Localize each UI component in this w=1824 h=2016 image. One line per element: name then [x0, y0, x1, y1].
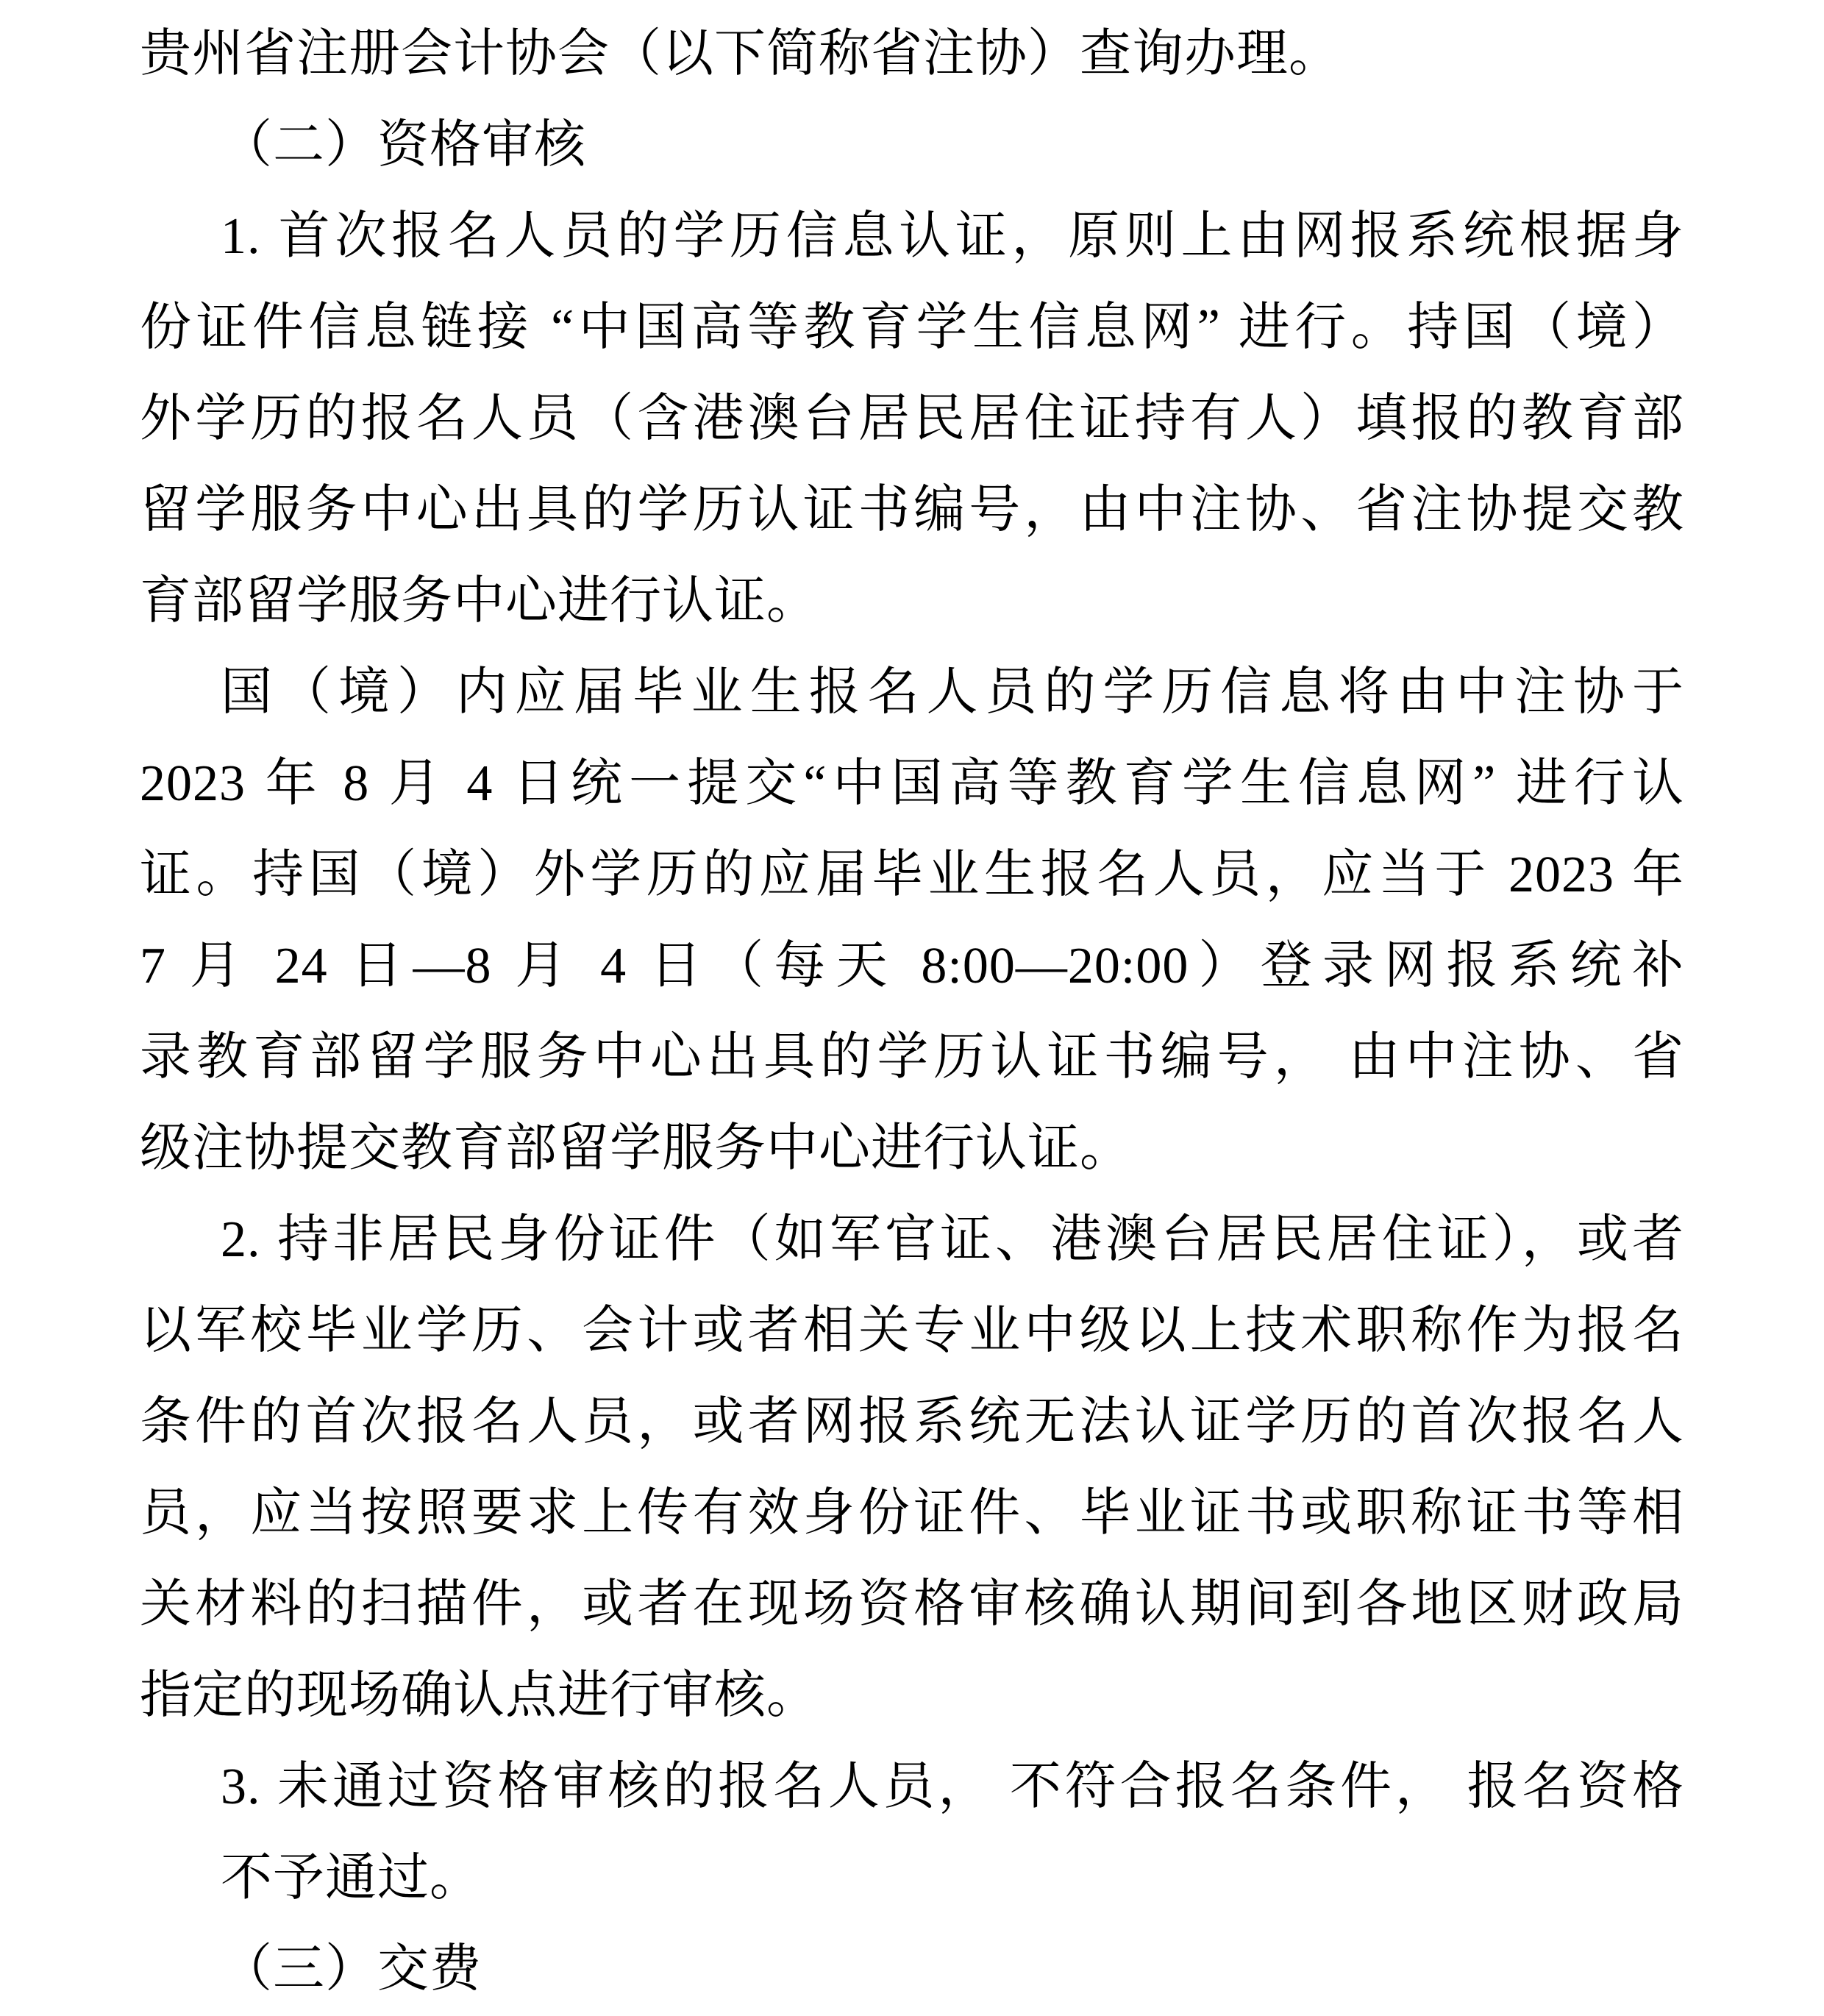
document-line: 国（境）内应届毕业生报名人员的学历信息将由中注协于: [221, 664, 1684, 721]
document-line: 关材料的扫描件，或者在现场资格审核确认期间到各地区财政局: [140, 1576, 1684, 1633]
document-line: 录教育部留学服务中心出具的学历认证书编号， 由中注协、省: [140, 1029, 1684, 1086]
document-line: 2. 持非居民身份证件（如军官证、港澳台居民居住证），或者: [221, 1211, 1684, 1268]
document-line-section-heading: （二）资格审核: [221, 117, 586, 174]
document-line: 1. 首次报名人员的学历信息认证，原则上由网报系统根据身: [221, 208, 1684, 265]
document-line: 育部留学服务中心进行认证。: [140, 573, 819, 630]
document-line-section-heading: （三）交费: [221, 1941, 482, 1998]
document-line: 员，应当按照要求上传有效身份证件、毕业证书或职称证书等相: [140, 1485, 1684, 1542]
document-line: 3. 未通过资格审核的报名人员， 不符合报名条件， 报名资格: [221, 1759, 1684, 1815]
document-line: 外学历的报名人员（含港澳台居民居住证持有人）填报的教育部: [140, 391, 1684, 447]
document-line: 留学服务中心出具的学历认证书编号，由中注协、省注协提交教: [140, 482, 1684, 538]
document-line: 份证件信息链接 “中国高等教育学生信息网” 进行。持国（境）: [140, 299, 1684, 356]
document-line: 条件的首次报名人员，或者网报系统无法认证学历的首次报名人: [140, 1394, 1684, 1450]
document-line: 2023 年 8 月 4 日统一提交“中国高等教育学生信息网” 进行认: [140, 755, 1684, 812]
document-line: 级注协提交教育部留学服务中心进行认证。: [140, 1120, 1132, 1177]
document-line: 指定的现场确认点进行审核。: [140, 1667, 819, 1724]
document-line: 证。持国（境）外学历的应届毕业生报名人员，应当于 2023 年: [140, 847, 1684, 903]
document-line: 7 月 24 日—8 月 4 日（每天 8:00—20:00）登录网报系统补: [140, 938, 1684, 994]
document-line: 不予通过。: [221, 1850, 482, 1906]
document-line: 贵州省注册会计协会（以下简称省注协）查询办理。: [140, 26, 1341, 82]
document-line: 以军校毕业学历、会计或者相关专业中级以上技术职称作为报名: [140, 1303, 1684, 1359]
